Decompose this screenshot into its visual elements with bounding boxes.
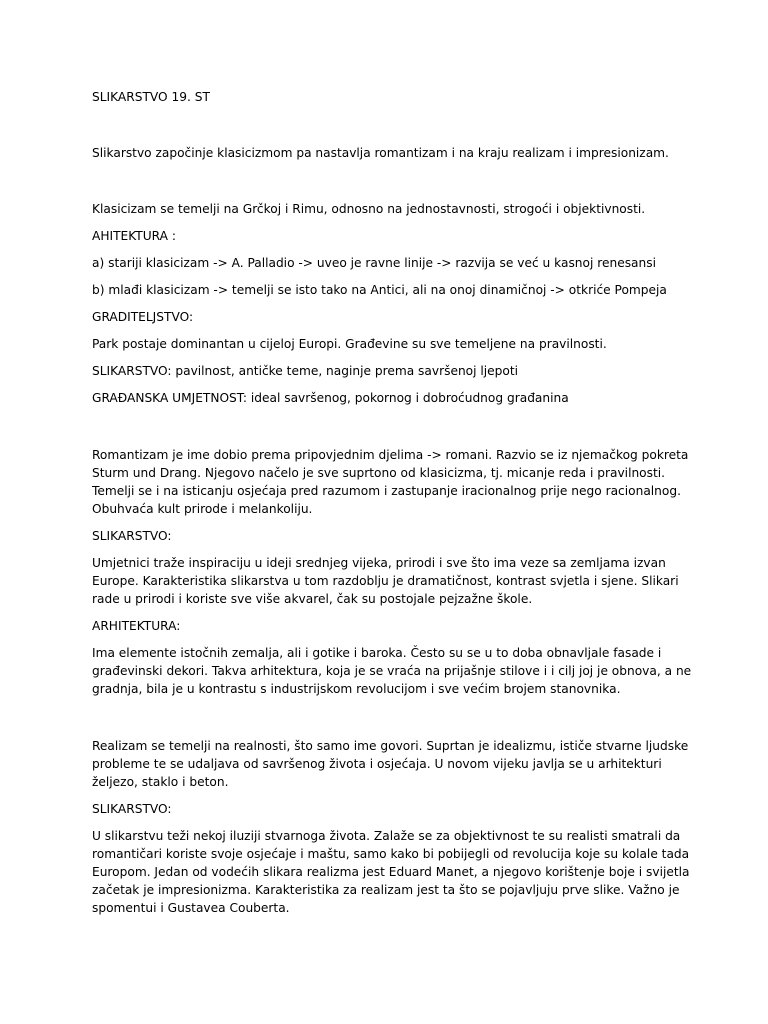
- intro-paragraph: Slikarstvo započinje klasicizmom pa nastavlja romantizam i na kraju realizam i impresionizam.: [92, 146, 669, 160]
- gradjanska-line: GRAĐANSKA UMJETNOST: ideal savršenog, pokornog i dobroćudnog građanina: [92, 391, 569, 405]
- document-title: SLIKARSTVO 19. ST: [92, 90, 210, 104]
- arhitektura-heading: AHITEKTURA :: [92, 229, 176, 243]
- romantizam-slikarstvo-paragraph: Umjetnici traže inspiraciju u ideji srednjeg vijeka, prirodi i sve što ima veze sa zemljama izvan Europe. Karakteristika slikarstva u tom razdoblju je dramatičnost, kontrast svjetla i sjene. Slikari rade u prirodi i koriste sve više akvarel, čak su postojale pejzažne škole.: [92, 556, 679, 606]
- realizam-paragraph: Realizam se temelji na realnosti, što samo ime govori. Suprtan je idealizmu, ističe stvarne ljudske probleme te se udaljava od savršenog života i osjećaja. U novom vijeku javlja se u arhitekturi željezo, staklo i beton.: [92, 739, 689, 789]
- romantizam-arhitektura-heading: ARHITEKTURA:: [92, 619, 181, 633]
- realizam-slikarstvo-paragraph: U slikarstvu teži nekoj iluziji stvarnoga života. Zalaže se za objektivnost te su realisti smatrali da romantičari koriste svoje osjećaje i maštu, samo kako bi pobijegli od revolucija koje su kolale tada Europom. Jedan od vodećih slikara realizma jest Eduard Manet, a njegovo korištenje boje i svijetla začetak je impresionizma. Karakteristika za realizam jest ta što se pojavljuju prve slike. Važno je spomentui i Gustavea Couberta.: [92, 829, 690, 915]
- list-item-b: b) mlađi klasicizam -> temelji se isto tako na Antici, ali na onoj dinamičnoj -> otkriće Pompeja: [92, 283, 667, 297]
- romantizam-slikarstvo-heading: SLIKARSTVO:: [92, 529, 172, 543]
- graditeljstvo-paragraph: Park postaje dominantan u cijeloj Europi. Građevine su sve temeljene na pravilnosti.: [92, 337, 607, 351]
- romantizam-arhitektura-paragraph: Ima elemente istočnih zemalja, ali i gotike i baroka. Često su se u to doba obnavljale fasade i građevinski dekori. Takva arhitektura, koja je se vraća na prijašnje stilove i i cilj joj je obnova, a ne gradnja, bila je u kontrastu s industrijskom revolucijom i sve većim brojem stanovnika.: [92, 646, 692, 696]
- graditeljstvo-heading: GRADITELJSTVO:: [92, 310, 194, 324]
- document-body: [92, 88, 692, 926]
- list-item-a: a) stariji klasicizam -> A. Palladio -> uveo je ravne linije -> razvija se već u kasnoj renesansi: [92, 256, 656, 270]
- klasicizam-paragraph: Klasicizam se temelji na Grčkoj i Rimu, odnosno na jednostavnosti, strogoći i objektivnosti.: [92, 202, 646, 216]
- slikarstvo-line: SLIKARSTVO: pavilnost, antičke teme, naginje prema savršenoj ljepoti: [92, 364, 519, 378]
- realizam-slikarstvo-heading: SLIKARSTVO:: [92, 802, 172, 816]
- romantizam-paragraph: Romantizam je ime dobio prema pripovjednim djelima -> romani. Razvio se iz njemačkog pokreta Sturm und Drang. Njegovo načelo je sve suprtono od klasicizma, tj. micanje reda i pravilnosti. Temelji se i na isticanju osjećaja pred razumom i zastupanje iracionalnog prije nego racionalnog. Obuhvaća kult prirode i melankoliju.: [92, 448, 689, 516]
